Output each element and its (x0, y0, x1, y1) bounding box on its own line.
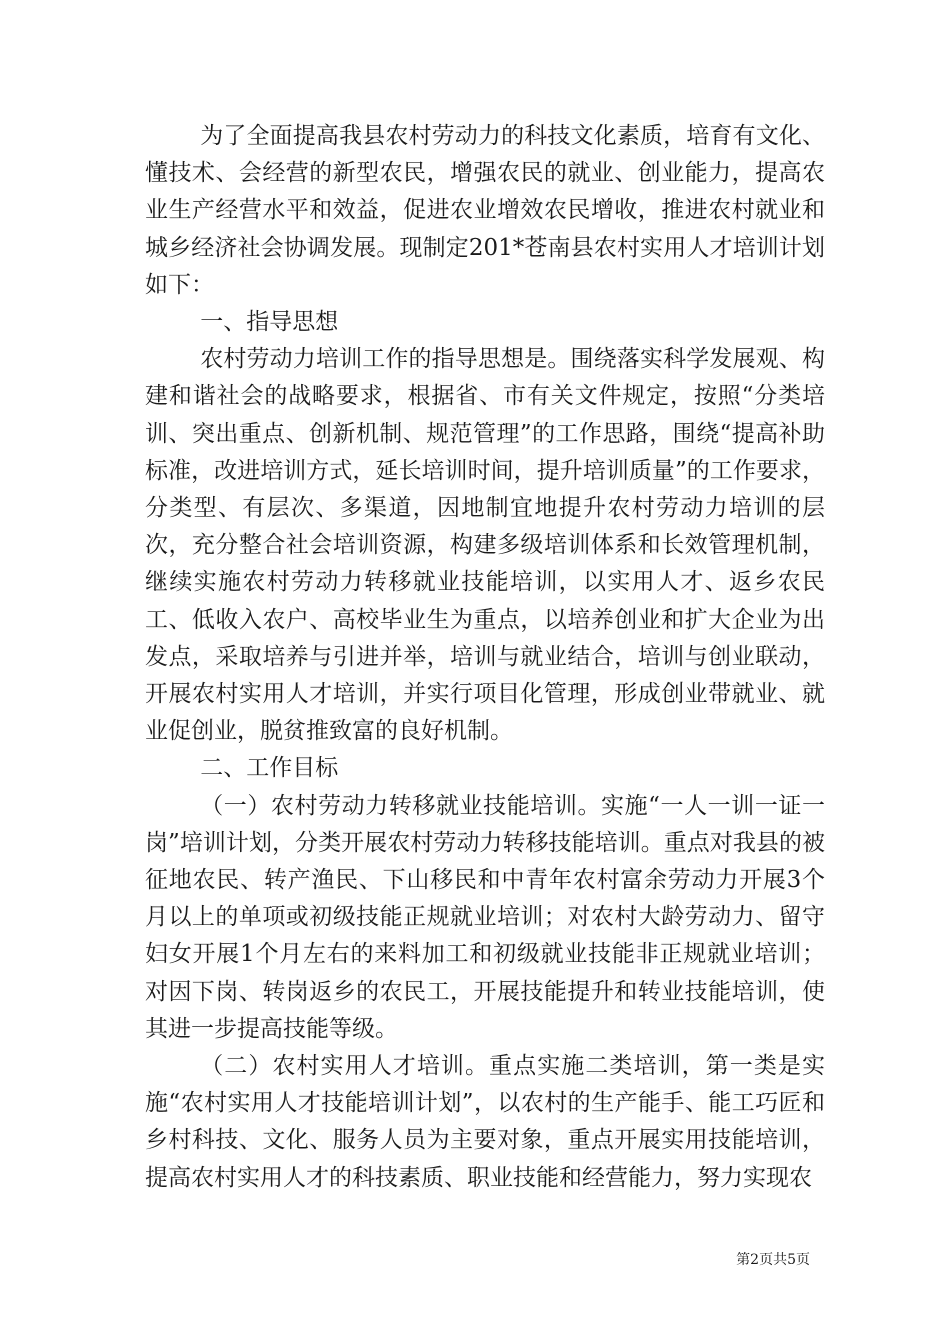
guiding-ideology-paragraph: 农村劳动力培训工作的指导思想是。围绕落实科学发展观、构建和谐社会的战略要求，根据省、市有关文件规定，按照“分类培训、突出重点、创新机制、规范管理”的工作思路，围绕“提高补助标准，改进培训方式，延长培训时间，提升培训质量”的工作要求，分类型、有层次、多渠道，因地制宜地提升农村劳动力培训的层次，充分整合社会培训资源，构建多级培训体系和长效管理机制，继续实施农村劳动力转移就业技能培训，以实用人才、返乡农民工、低收入农户、高校毕业生为重点，以培养创业和扩大企业为出发点，采取培养与引进并举，培训与就业结合，培训与创业联动，开展农村实用人才培训，并实行项目化管理，形成创业带就业、就业促创业，脱贫推致富的良好机制。 (145, 346, 825, 745)
page-number-footer: 第2页共5页 (736, 1252, 810, 1268)
document-body (145, 118, 825, 1197)
section-heading-work-goals: 二、工作目标 (200, 755, 339, 782)
intro-paragraph: 为了全面提高我县农村劳动力的科技文化素质，培育有文化、懂技术、会经营的新型农民，增强农民的就业、创业能力，提高农业生产经营水平和效益，促进农业增效农民增收，推进农村就业和城乡经济社会协调发展。现制定201*苍南县农村实用人才培训计划如下： (145, 123, 825, 298)
goal-item-1-paragraph: （一）农村劳动力转移就业技能培训。实施“一人一训一证一岗”培训计划，分类开展农村劳动力转移技能培训。重点对我县的被征地农民、转产渔民、下山移民和中青年农村富余劳动力开展3个月以上的单项或初级技能正规就业培训；对农村大龄劳动力、留守妇女开展1个月左右的来料加工和初级就业技能非正规就业培训；对因下岗、转岗返乡的农民工，开展技能提升和转业技能培训，使其进一步提高技能等级。 (145, 792, 825, 1042)
goal-item-2-paragraph: （二）农村实用人才培训。重点实施二类培训，第一类是实施“农村实用人才技能培训计划”，以农村的生产能手、能工巧匠和乡村科技、文化、服务人员为主要对象，重点开展实用技能培训，提高农村实用人才的科技素质、职业技能和经营能力，努力实现农 (145, 1053, 825, 1191)
section-heading-guiding-ideology: 一、指导思想 (200, 309, 339, 336)
